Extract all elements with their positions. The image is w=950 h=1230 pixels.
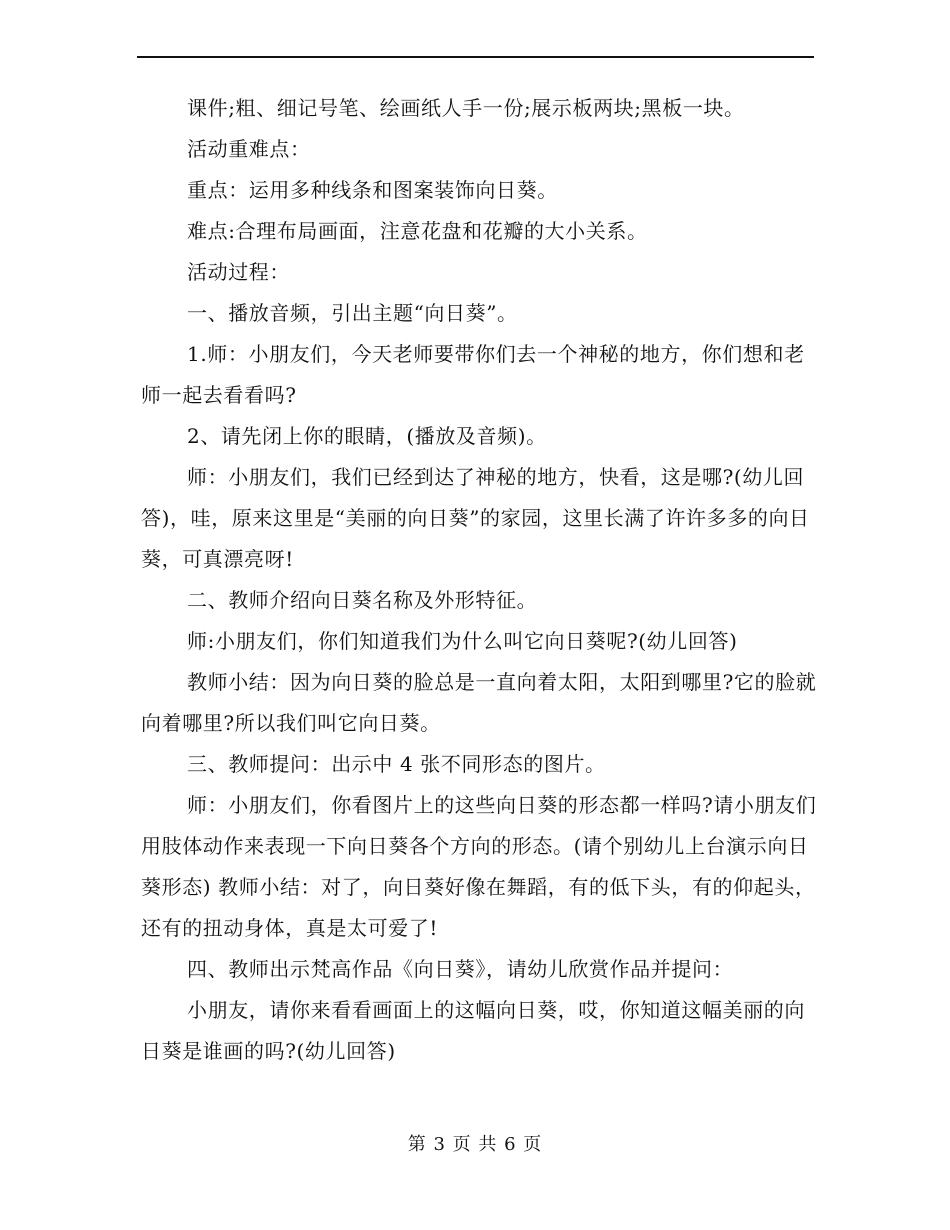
paragraph-van-gogh-question: 小朋友，请你来看看画面上的这幅向日葵，哎，你知道这幅美丽的向日葵是谁画的吗?(幼儿回答) <box>141 998 805 1063</box>
paragraph-step-three: 三、教师提问：出示中 4 张不同形态的图片。 <box>187 752 606 776</box>
paragraph-step-one-2: 2、请先闭上你的眼睛，(播放及音频)。 <box>187 424 547 448</box>
paragraph-process-heading: 活动过程： <box>187 260 290 284</box>
paragraph-step-four: 四、教师出示梵高作品《向日葵》，请幼儿欣赏作品并提问： <box>187 957 734 981</box>
page-number: 第 3 页 共 6 页 <box>407 1134 543 1155</box>
paragraph-difficulty: 难点:合理布局画面，注意花盘和花瓣的大小关系。 <box>187 219 648 243</box>
header-rule <box>137 56 814 58</box>
paragraph-step-one: 一、播放音频，引出主题“向日葵”。 <box>187 301 518 325</box>
paragraph-teacher-arrival: 师：小朋友们，我们已经到达了神秘的地方，快看，这是哪?(幼儿回答)，哇，原来这里是“美丽的向日葵”的家园，这里长满了许许多多的向日葵，可真漂亮呀! <box>141 465 810 571</box>
paragraph-key-point: 重点：运用多种线条和图案装饰向日葵。 <box>187 178 558 202</box>
paragraph-teacher-forms: 师：小朋友们，你看图片上的这些向日葵的形态都一样吗?请小朋友们用肢体动作来表现一下向日葵各个方向的形态。(请个别幼儿上台演示向日葵形态) 教师小结：对了，向日葵好像在舞蹈，有的低下头，有的仰起头，还有的扭动身体，真是太可爱了! <box>141 793 817 940</box>
paragraph-step-one-1: 1.师：小朋友们，今天老师要带你们去一个神秘的地方，你们想和老师一起去看看吗? <box>141 342 805 407</box>
paragraph-step-two: 二、教师介绍向日葵名称及外形特征。 <box>187 588 538 612</box>
document-body <box>141 88 821 1072</box>
paragraph-teacher-summary: 教师小结：因为向日葵的脸总是一直向着太阳，太阳到哪里?它的脸就向着哪里?所以我们叫它向日葵。 <box>141 670 817 735</box>
paragraph-materials: 课件;粗、细记号笔、绘画纸人手一份;展示板两块;黑板一块。 <box>187 96 745 120</box>
paragraph-key-points-heading: 活动重难点： <box>187 137 311 161</box>
paragraph-teacher-question: 师:小朋友们，你们知道我们为什么叫它向日葵呢?(幼儿回答) <box>187 629 738 653</box>
